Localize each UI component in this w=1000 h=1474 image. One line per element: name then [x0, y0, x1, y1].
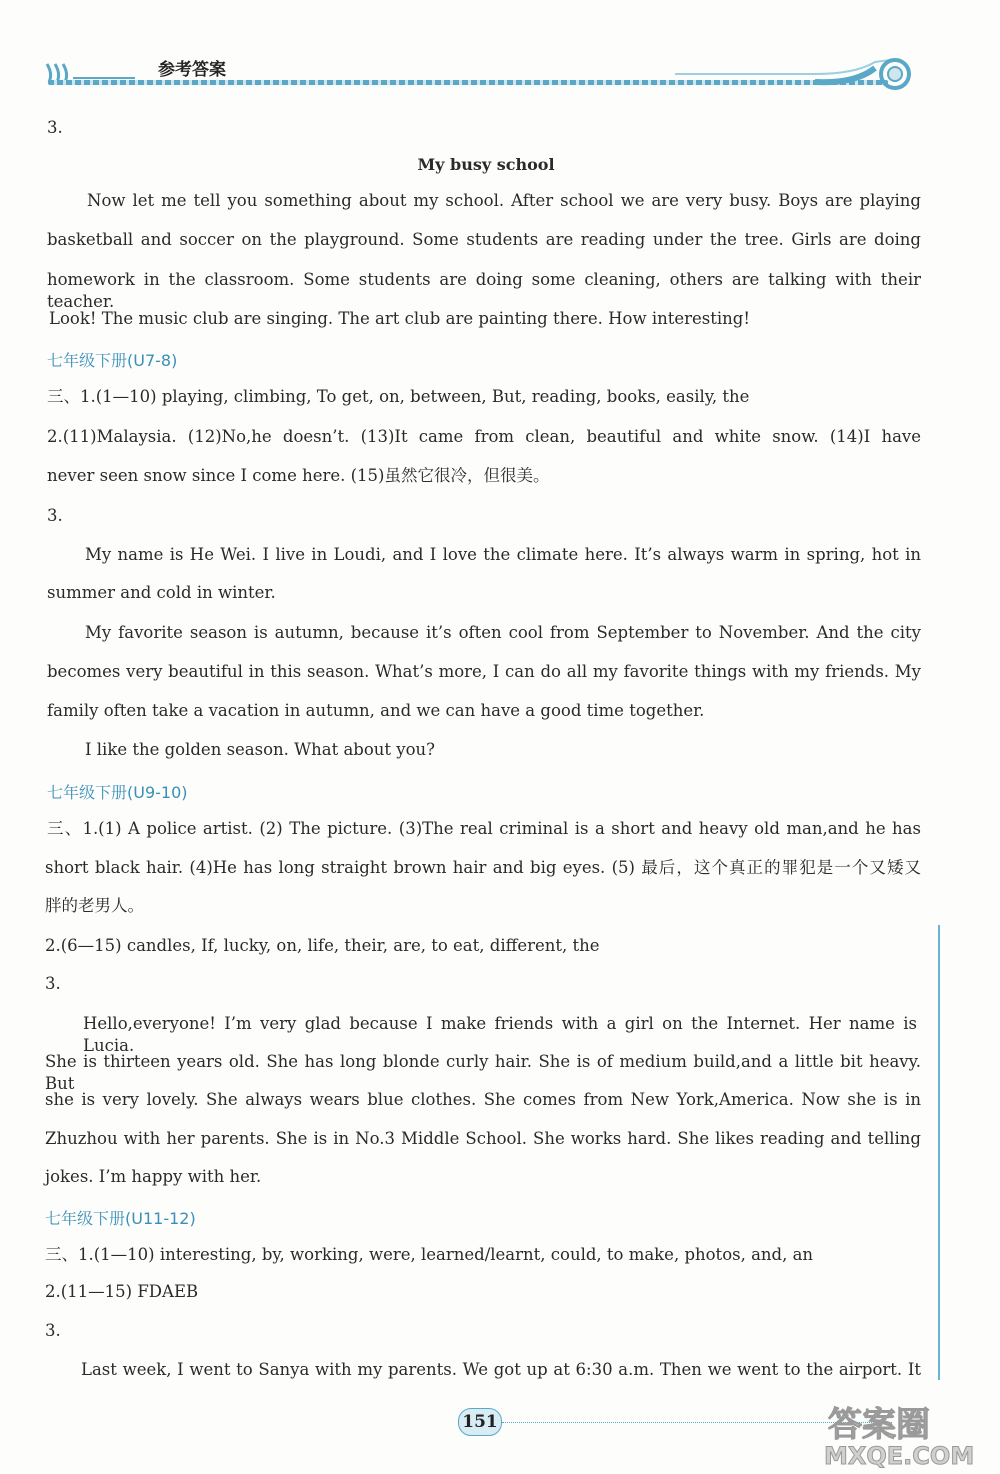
question-number: 3.	[45, 1321, 61, 1340]
margin-rule	[938, 925, 940, 1380]
svg-text:答案圈: 答案圈	[828, 1405, 930, 1445]
section-heading: 七年级下册(U11-12)	[45, 1209, 196, 1228]
essay-line: Look! The music club are singing. The art club are painting there. How interesting!	[49, 309, 750, 328]
essay-line: becomes very beautiful in this season. What’s more, I can do all my favorite things with my friends. My	[47, 662, 921, 681]
essay-line: homework in the classroom. Some students are doing some cleaning, others are talking with their teacher.	[47, 270, 921, 311]
essay-line: Hello,everyone! I’m very glad because I make friends with a girl on the Internet. Her name is Lucia.	[83, 1014, 917, 1055]
essay-line: Now let me tell you something about my school. After school we are very busy. Boys are playing	[87, 191, 921, 210]
question-number: 3.	[45, 974, 61, 993]
answer-line: 2.(11)Malaysia. (12)No,he doesn’t. (13)It came from clean, beautiful and white snow. (14)I have	[47, 427, 921, 446]
answer-line: short black hair. (4)He has long straight brown hair and big eyes. (5) 最后，这个真正的罪犯是一个又矮又	[45, 858, 921, 877]
essay-line: jokes. I’m happy with her.	[45, 1167, 262, 1186]
question-number: 3.	[47, 118, 63, 137]
section-heading: 七年级下册(U7-8)	[47, 351, 178, 370]
header-ornament-icon	[665, 52, 925, 97]
essay-line: family often take a vacation in autumn, and we can have a good time together.	[47, 701, 705, 720]
question-number: 3.	[47, 506, 63, 525]
watermark-logo	[808, 1400, 998, 1470]
answer-line: 2.(11—15) FDAEB	[45, 1282, 199, 1301]
answer-line: 三、1.(1) A police artist. (2) The picture. (3)The real criminal is a short and heavy old man,and he has	[47, 819, 921, 838]
essay-line: She is thirteen years old. She has long blonde curly hair. She is of medium build,and a little bit heavy. But	[45, 1052, 921, 1093]
essay-line: Zhuzhou with her parents. She is in No.3 Middle School. She works hard. She likes reading and telling	[45, 1129, 921, 1148]
svg-text:MXQE.COM: MXQE.COM	[824, 1442, 975, 1470]
answer-line: 胖的老男人。	[45, 896, 144, 915]
essay-line: Last week, I went to Sanya with my parents. We got up at 6:30 a.m. Then we went to the airport. It	[81, 1360, 921, 1379]
essay-line: My favorite season is autumn, because it’s often cool from September to November. And the city	[85, 623, 921, 642]
section-heading: 七年级下册(U9-10)	[47, 783, 188, 802]
essay-line: basketball and soccer on the playground. Some students are reading under the tree. Girls are doing	[47, 230, 921, 249]
essay-line: she is very lovely. She always wears blue clothes. She comes from New York,America. Now she is in	[45, 1090, 921, 1109]
answer-line: never seen snow since I come here. (15)虽然它很冷，但很美。	[47, 466, 550, 485]
answer-line: 三、1.(1—10) playing, climbing, To get, on, between, But, reading, books, easily, the	[47, 387, 750, 406]
header-title: 参考答案	[158, 60, 226, 80]
watermark-icon	[808, 1400, 998, 1470]
answer-line: 2.(6—15) candles, If, lucky, on, life, their, are, to eat, different, the	[45, 936, 600, 955]
page-header	[40, 52, 925, 97]
essay-line: I like the golden season. What about you?	[85, 740, 436, 759]
essay-line: My name is He Wei. I live in Loudi, and I love the climate here. It’s always warm in spring, hot in	[85, 545, 921, 564]
answer-line: 三、1.(1—10) interesting, by, working, were, learned/learnt, could, to make, photos, and, an	[45, 1245, 814, 1264]
page-number: 151	[458, 1408, 502, 1436]
essay-line: summer and cold in winter.	[47, 583, 276, 602]
essay-title: My busy school	[417, 155, 555, 174]
